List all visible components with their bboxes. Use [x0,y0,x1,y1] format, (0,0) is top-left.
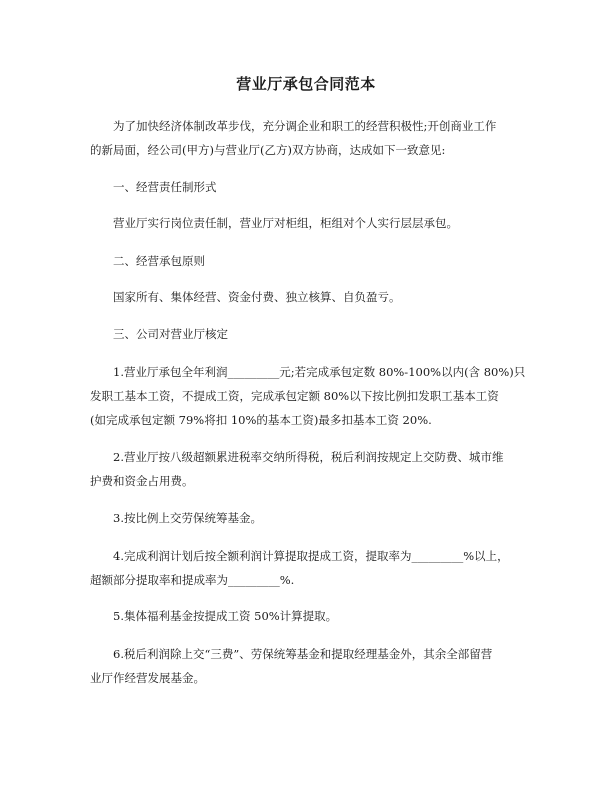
clause-5 [90,604,526,628]
paragraph-line: 4.完成利润计划后按全额利润计算提取提成工资，提取率为_________%以上， [113,549,509,563]
section-heading-2 [90,249,526,273]
section-1-body [90,211,526,235]
heading-line: 二、经营承包原则 [113,254,205,268]
document-title: 营业厅承包合同范本 [236,75,376,93]
paragraph-line: 超额部分提取率和提成率为_________%. [90,573,295,587]
heading-line: 一、经营责任制形式 [113,180,217,194]
paragraph-line: 为了加快经济体制改革步伐，充分调企业和职工的经营积极性;开创商业工作 [113,119,497,133]
paragraph-line: 护费和资金占用费。 [90,474,194,488]
paragraph-line: 1.营业厅承包全年利润_________元;若完成承包定数 80%-100%以内(含 80%)只 [113,365,526,379]
clause-2 [90,445,526,493]
clause-6 [90,642,526,690]
paragraph-line: 3.按比例上交劳保统筹基金。 [113,511,262,525]
paragraph-line: 发职工基本工资，不提成工资，完成承包定额 80%以下按比例扣发职工基本工资 [90,389,499,403]
section-heading-3 [90,322,526,346]
paragraph-line: (如完成承包定额 79%将扣 10%的基本工资)最多扣基本工资 20%. [90,413,432,427]
clause-4 [90,544,526,592]
clause-3 [90,506,526,530]
paragraph-line: 营业厅实行岗位责任制，营业厅对柜组，柜组对个人实行层层承包。 [113,216,458,230]
paragraph-line: 国家所有、集体经营、资金付费、独立核算、自负盈亏。 [113,290,401,304]
paragraph-line: 5.集体福利基金按提成工资 50%计算提取。 [113,609,338,623]
intro-paragraph [90,114,526,162]
section-heading-1 [90,175,526,199]
paragraph-line: 2.营业厅按八级超额累进税率交纳所得税，税后利润按规定上交防费、城市维 [113,450,504,464]
heading-line: 三、公司对营业厅核定 [113,327,228,341]
paragraph-line: 的新局面，经公司(甲方)与营业厅(乙方)双方协商，达成如下一致意见: [90,143,446,157]
section-2-body [90,285,526,309]
paragraph-line: 业厅作经营发展基金。 [90,671,205,685]
clause-1 [90,360,526,432]
paragraph-line: 6.税后利润除上交“三费”、劳保统筹基金和提取经理基金外，其余全部留营 [113,647,493,661]
